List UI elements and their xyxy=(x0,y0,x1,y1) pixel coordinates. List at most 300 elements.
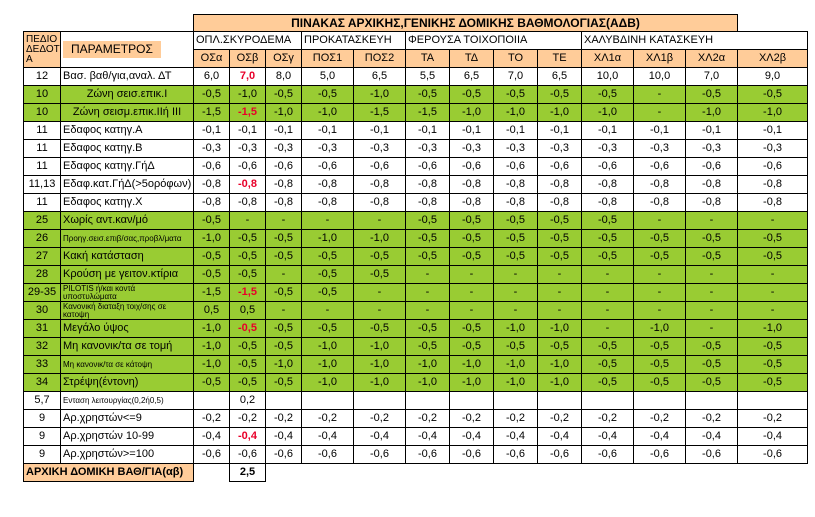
value-cell: -0,5 xyxy=(582,356,634,374)
value-cell: -0,3 xyxy=(302,140,354,158)
param-cell: Ζώνη σεισ.επικ.Ι xyxy=(61,86,194,104)
value-cell: - xyxy=(686,266,738,284)
value-cell: -0,6 xyxy=(538,446,582,464)
value-cell: -0,5 xyxy=(194,266,230,284)
value-cell: -0,5 xyxy=(634,230,686,248)
value-cell: -1,0 xyxy=(494,104,538,122)
value-cell: -0,5 xyxy=(450,230,494,248)
value-cell: -0,5 xyxy=(406,212,450,230)
param-cell: Κανονική διαταξη τοιχ/σης σε κατοψη xyxy=(61,302,194,320)
value-cell: -0,5 xyxy=(266,230,302,248)
value-cell: -1,0 xyxy=(354,356,406,374)
value-cell: -0,2 xyxy=(582,410,634,428)
value-cell: 0,2 xyxy=(230,392,266,410)
value-cell: -0,3 xyxy=(686,140,738,158)
value-cell: -0,5 xyxy=(538,212,582,230)
value-cell: -1,0 xyxy=(738,320,808,338)
value-cell: - xyxy=(538,284,582,302)
value-cell: -0,4 xyxy=(582,428,634,446)
value-cell: -0,5 xyxy=(538,230,582,248)
value-cell: -0,5 xyxy=(686,248,738,266)
value-cell: -1,0 xyxy=(406,374,450,392)
value-cell: -0,5 xyxy=(738,374,808,392)
value-cell: -0,6 xyxy=(738,446,808,464)
table-row xyxy=(24,194,808,212)
table-row xyxy=(24,446,808,464)
field-cell: 10 xyxy=(24,86,61,104)
value-cell: -0,5 xyxy=(634,374,686,392)
value-cell: -0,5 xyxy=(582,338,634,356)
param-cell: PILOTIS ή/και κοντά υποστυλώματα xyxy=(61,284,194,302)
value-cell: 10,0 xyxy=(582,68,634,86)
value-cell: -0,5 xyxy=(266,338,302,356)
value-cell: -0,3 xyxy=(194,140,230,158)
value-cell: -1,0 xyxy=(450,356,494,374)
value-cell: -0,1 xyxy=(634,122,686,140)
value-cell: 0,5 xyxy=(230,302,266,320)
param-cell: Εδαφος κατηγ.ΓήΔ xyxy=(61,158,194,176)
value-cell xyxy=(494,392,538,410)
column-header: ΤΟ xyxy=(494,50,538,68)
value-cell: -0,4 xyxy=(450,428,494,446)
value-cell: -0,5 xyxy=(406,86,450,104)
value-cell: -0,5 xyxy=(354,320,406,338)
value-cell: -0,5 xyxy=(194,86,230,104)
value-cell: - xyxy=(686,302,738,320)
table-body xyxy=(24,68,808,464)
field-cell: 27 xyxy=(24,248,61,266)
value-cell: 9,0 xyxy=(738,68,808,86)
value-cell: -0,2 xyxy=(354,410,406,428)
value-cell: -0,5 xyxy=(194,374,230,392)
value-cell: -0,2 xyxy=(538,410,582,428)
value-cell: -0,8 xyxy=(266,176,302,194)
value-cell: -0,6 xyxy=(406,158,450,176)
value-cell: -0,5 xyxy=(494,86,538,104)
group-concrete: ΟΠΛ.ΣΚΥΡΟΔΕΜΑ xyxy=(194,32,302,50)
value-cell: 5,5 xyxy=(406,68,450,86)
column-header: ΧΛ2α xyxy=(686,50,738,68)
value-cell: -0,4 xyxy=(634,428,686,446)
field-cell: 11,13 xyxy=(24,176,61,194)
value-cell: -0,5 xyxy=(266,248,302,266)
value-cell: -1,5 xyxy=(194,104,230,122)
field-cell: 5,7 xyxy=(24,392,61,410)
table-row xyxy=(24,68,808,86)
value-cell: -0,8 xyxy=(450,194,494,212)
value-cell: -0,6 xyxy=(302,446,354,464)
value-cell: -1,0 xyxy=(354,86,406,104)
value-cell: - xyxy=(450,284,494,302)
value-cell: -0,1 xyxy=(686,122,738,140)
value-cell: -0,8 xyxy=(634,176,686,194)
table-row xyxy=(24,266,808,284)
value-cell: -0,2 xyxy=(494,410,538,428)
value-cell: -0,6 xyxy=(194,446,230,464)
value-cell: - xyxy=(450,266,494,284)
value-cell: -0,6 xyxy=(354,446,406,464)
value-cell: 7,0 xyxy=(230,68,266,86)
value-cell: - xyxy=(406,284,450,302)
value-cell: -1,0 xyxy=(302,374,354,392)
value-cell: - xyxy=(354,212,406,230)
scoring-table-sheet xyxy=(23,14,807,482)
value-cell: -0,6 xyxy=(354,158,406,176)
value-cell: -1,5 xyxy=(194,284,230,302)
value-cell: -0,8 xyxy=(302,176,354,194)
value-cell: - xyxy=(494,284,538,302)
value-cell: -0,5 xyxy=(738,230,808,248)
field-cell: 11 xyxy=(24,140,61,158)
value-cell: -0,5 xyxy=(230,374,266,392)
value-cell: -0,4 xyxy=(538,428,582,446)
value-cell: -0,5 xyxy=(194,248,230,266)
value-cell: - xyxy=(634,284,686,302)
param-cell: Αρ.χρηστών<=9 xyxy=(61,410,194,428)
param-cell: Βασ. βαθ/για,αναλ. ΔΤ xyxy=(61,68,194,86)
value-cell: - xyxy=(266,266,302,284)
value-cell: -0,6 xyxy=(266,446,302,464)
value-cell: - xyxy=(686,284,738,302)
footer-value: 2,5 xyxy=(230,464,266,482)
param-header-cell xyxy=(61,32,194,68)
value-cell: -0,8 xyxy=(302,194,354,212)
value-cell: - xyxy=(634,86,686,104)
table-row xyxy=(24,104,808,122)
value-cell: -0,4 xyxy=(686,428,738,446)
value-cell: -0,1 xyxy=(538,122,582,140)
value-cell: -0,5 xyxy=(686,230,738,248)
value-cell: -0,5 xyxy=(266,86,302,104)
value-cell: -0,5 xyxy=(582,212,634,230)
value-cell: -0,4 xyxy=(738,428,808,446)
value-cell: -0,5 xyxy=(634,338,686,356)
value-cell: - xyxy=(582,320,634,338)
value-cell: -0,5 xyxy=(582,86,634,104)
table-row xyxy=(24,176,808,194)
value-cell: -0,5 xyxy=(582,230,634,248)
value-cell: -1,0 xyxy=(738,104,808,122)
value-cell: -1,0 xyxy=(354,374,406,392)
value-cell: - xyxy=(406,266,450,284)
value-cell: -0,6 xyxy=(450,158,494,176)
value-cell: -0,5 xyxy=(302,320,354,338)
value-cell xyxy=(266,392,302,410)
table-row xyxy=(24,248,808,266)
value-cell xyxy=(738,392,808,410)
value-cell: -0,2 xyxy=(266,410,302,428)
value-cell: -0,5 xyxy=(686,86,738,104)
value-cell: -0,8 xyxy=(494,176,538,194)
table-row xyxy=(24,302,808,320)
value-cell: -0,6 xyxy=(582,158,634,176)
value-cell: - xyxy=(582,284,634,302)
value-cell xyxy=(538,392,582,410)
value-cell: -0,8 xyxy=(194,194,230,212)
value-cell: - xyxy=(266,212,302,230)
group-header-row xyxy=(24,32,808,50)
value-cell: -0,5 xyxy=(582,248,634,266)
value-cell: -0,1 xyxy=(450,122,494,140)
value-cell: -1,0 xyxy=(302,356,354,374)
column-header: ΤΕ xyxy=(538,50,582,68)
value-cell: -0,6 xyxy=(302,158,354,176)
value-cell: - xyxy=(686,320,738,338)
value-cell: -0,5 xyxy=(450,320,494,338)
value-cell: - xyxy=(494,266,538,284)
value-cell: -1,0 xyxy=(302,230,354,248)
value-cell: -1,0 xyxy=(538,356,582,374)
value-cell: -0,1 xyxy=(494,122,538,140)
value-cell: -0,5 xyxy=(582,374,634,392)
value-cell: -0,5 xyxy=(686,374,738,392)
value-cell: -0,5 xyxy=(230,230,266,248)
table-row xyxy=(24,320,808,338)
param-cell: Εδαφ.κατ.ΓήΔ(>5ορόφων) xyxy=(61,176,194,194)
value-cell: -0,5 xyxy=(266,374,302,392)
field-cell: 28 xyxy=(24,266,61,284)
value-cell: -1,0 xyxy=(194,230,230,248)
value-cell: -1,0 xyxy=(266,356,302,374)
value-cell: -0,2 xyxy=(194,410,230,428)
value-cell: -0,1 xyxy=(230,122,266,140)
value-cell: -0,2 xyxy=(686,410,738,428)
param-cell: Προηγ.σεισ.επιβ/σας,προβλ/ματα xyxy=(61,230,194,248)
column-header: ΧΛ1β xyxy=(634,50,686,68)
column-header: ΟΣα xyxy=(194,50,230,68)
value-cell: -0,1 xyxy=(266,122,302,140)
value-cell: -0,5 xyxy=(302,284,354,302)
field-cell: 9 xyxy=(24,446,61,464)
value-cell: -0,6 xyxy=(230,158,266,176)
param-header-label: ΠΑΡΑΜΕΤΡΟΣ xyxy=(63,41,161,58)
value-cell: -0,3 xyxy=(406,140,450,158)
value-cell: - xyxy=(538,266,582,284)
value-cell: -0,5 xyxy=(450,248,494,266)
field-cell: 11 xyxy=(24,122,61,140)
value-cell: - xyxy=(494,302,538,320)
value-cell xyxy=(302,392,354,410)
value-cell: -0,5 xyxy=(450,338,494,356)
table-row xyxy=(24,428,808,446)
value-cell: -0,8 xyxy=(194,176,230,194)
field-cell: 10 xyxy=(24,104,61,122)
value-cell: -0,3 xyxy=(582,140,634,158)
table-row xyxy=(24,338,808,356)
value-cell: -0,8 xyxy=(538,176,582,194)
title-row xyxy=(24,15,808,32)
value-cell: -0,6 xyxy=(686,158,738,176)
value-cell: -0,3 xyxy=(634,140,686,158)
value-cell: -0,8 xyxy=(230,194,266,212)
value-cell: -0,6 xyxy=(538,158,582,176)
value-cell: -0,6 xyxy=(634,446,686,464)
value-cell: -1,0 xyxy=(634,320,686,338)
column-header: ΧΛ1α xyxy=(582,50,634,68)
value-cell: -0,5 xyxy=(450,86,494,104)
value-cell: -1,0 xyxy=(494,320,538,338)
value-cell: -0,6 xyxy=(450,446,494,464)
value-cell: -0,6 xyxy=(494,158,538,176)
value-cell: -1,0 xyxy=(450,104,494,122)
value-cell: - xyxy=(634,212,686,230)
value-cell: -0,1 xyxy=(582,122,634,140)
value-cell: -1,0 xyxy=(302,104,354,122)
field-cell: 30 xyxy=(24,302,61,320)
value-cell: -0,8 xyxy=(354,194,406,212)
value-cell: - xyxy=(582,266,634,284)
column-header: ΟΣβ xyxy=(230,50,266,68)
value-cell xyxy=(194,392,230,410)
value-cell: -1,0 xyxy=(194,320,230,338)
value-cell: -0,3 xyxy=(230,140,266,158)
value-cell: -0,2 xyxy=(406,410,450,428)
value-cell: -0,1 xyxy=(354,122,406,140)
value-cell: -0,6 xyxy=(686,446,738,464)
value-cell: 6,0 xyxy=(194,68,230,86)
column-header: ΤΑ xyxy=(406,50,450,68)
value-cell: -0,6 xyxy=(266,158,302,176)
value-cell: -0,4 xyxy=(406,428,450,446)
value-cell xyxy=(354,392,406,410)
value-cell: -1,5 xyxy=(354,104,406,122)
field-cell: 11 xyxy=(24,194,61,212)
table-row xyxy=(24,122,808,140)
value-cell: -0,5 xyxy=(738,86,808,104)
value-cell: -0,6 xyxy=(582,446,634,464)
value-cell: -1,0 xyxy=(354,230,406,248)
value-cell: -0,5 xyxy=(538,338,582,356)
value-cell: - xyxy=(230,212,266,230)
value-cell xyxy=(450,392,494,410)
value-cell: -0,8 xyxy=(582,194,634,212)
value-cell: -0,8 xyxy=(266,194,302,212)
scoring-table xyxy=(23,14,808,482)
value-cell: -0,8 xyxy=(494,194,538,212)
value-cell: 5,0 xyxy=(302,68,354,86)
value-cell: -0,5 xyxy=(230,266,266,284)
value-cell: 6,5 xyxy=(354,68,406,86)
value-cell: - xyxy=(266,302,302,320)
param-cell: Μη κανονικ/τα σε κάτοψη xyxy=(61,356,194,374)
param-cell: Εδαφος κατηγ.Χ xyxy=(61,194,194,212)
param-cell: Μη κανονικ/τα σε τομή xyxy=(61,338,194,356)
value-cell: -1,5 xyxy=(230,104,266,122)
value-cell: -0,5 xyxy=(494,338,538,356)
value-cell: -0,5 xyxy=(406,230,450,248)
value-cell: - xyxy=(738,284,808,302)
value-cell: -0,1 xyxy=(406,122,450,140)
value-cell: -0,6 xyxy=(194,158,230,176)
value-cell: -1,0 xyxy=(230,86,266,104)
value-cell: -0,5 xyxy=(686,338,738,356)
value-cell: -1,5 xyxy=(230,284,266,302)
value-cell: -0,5 xyxy=(406,320,450,338)
column-header: ΠΟΣ2 xyxy=(354,50,406,68)
value-cell: 0,5 xyxy=(194,302,230,320)
value-cell: -0,2 xyxy=(450,410,494,428)
table-row xyxy=(24,212,808,230)
value-cell: -0,6 xyxy=(494,446,538,464)
value-cell: 8,0 xyxy=(266,68,302,86)
value-cell: - xyxy=(538,302,582,320)
field-cell: 32 xyxy=(24,338,61,356)
value-cell: - xyxy=(582,302,634,320)
group-steel: ΧΑΛΥΒΔΙΝΗ ΚΑΤΑΣΚΕΥΗ xyxy=(582,32,808,50)
value-cell: -0,5 xyxy=(302,248,354,266)
table-row xyxy=(24,356,808,374)
value-cell: -0,2 xyxy=(738,410,808,428)
field-cell: 34 xyxy=(24,374,61,392)
param-cell: Εδαφος κατηγ.Β xyxy=(61,140,194,158)
value-cell: -0,1 xyxy=(738,122,808,140)
field-cell: 29-35 xyxy=(24,284,61,302)
param-cell: Εδαφος κατηγ.Α xyxy=(61,122,194,140)
value-cell: -0,8 xyxy=(538,194,582,212)
value-cell: 10,0 xyxy=(634,68,686,86)
value-cell: - xyxy=(738,212,808,230)
value-cell: -0,4 xyxy=(194,428,230,446)
value-cell: -0,5 xyxy=(230,248,266,266)
param-cell: Αρ.χρηστών>=100 xyxy=(61,446,194,464)
param-cell: Στρέψη(έντονη) xyxy=(61,374,194,392)
value-cell: - xyxy=(634,104,686,122)
value-cell: -0,3 xyxy=(450,140,494,158)
footer-row xyxy=(24,464,808,482)
value-cell: -1,0 xyxy=(582,104,634,122)
param-cell: Χωρίς αντ.καν/μό xyxy=(61,212,194,230)
value-cell: -0,8 xyxy=(686,176,738,194)
value-cell: -0,8 xyxy=(686,194,738,212)
value-cell: -0,8 xyxy=(738,194,808,212)
value-cell: - xyxy=(354,284,406,302)
column-header: ΤΔ xyxy=(450,50,494,68)
value-cell: -0,5 xyxy=(230,338,266,356)
value-cell: - xyxy=(450,302,494,320)
value-cell: -1,0 xyxy=(266,104,302,122)
value-cell: -0,8 xyxy=(230,176,266,194)
value-cell: - xyxy=(634,266,686,284)
column-header: ΟΣγ xyxy=(266,50,302,68)
field-cell: 9 xyxy=(24,410,61,428)
value-cell: -0,1 xyxy=(194,122,230,140)
value-cell: - xyxy=(302,302,354,320)
column-header: ΧΛ2β xyxy=(738,50,808,68)
value-cell: -1,0 xyxy=(538,104,582,122)
param-cell: Ζώνη σεισμ.επικ.ΙΙή ΙΙΙ xyxy=(61,104,194,122)
value-cell: -1,5 xyxy=(406,104,450,122)
value-cell: -0,5 xyxy=(354,248,406,266)
param-cell: Ενταση λειτουργίας(0,2ή0,5) xyxy=(61,392,194,410)
value-cell: -0,5 xyxy=(406,248,450,266)
value-cell: -0,8 xyxy=(354,176,406,194)
param-cell: Κρούση με γειτον.κτίρια xyxy=(61,266,194,284)
table-row xyxy=(24,374,808,392)
param-cell: Μεγάλο ύψος xyxy=(61,320,194,338)
value-cell: -0,8 xyxy=(450,176,494,194)
value-cell: -0,3 xyxy=(354,140,406,158)
value-cell: -0,2 xyxy=(230,410,266,428)
value-cell: -1,0 xyxy=(194,338,230,356)
value-cell: -0,5 xyxy=(538,248,582,266)
value-cell: -0,5 xyxy=(266,284,302,302)
table-row xyxy=(24,86,808,104)
field-cell: 26 xyxy=(24,230,61,248)
table-row xyxy=(24,410,808,428)
value-cell xyxy=(686,392,738,410)
value-cell: -0,1 xyxy=(302,122,354,140)
value-cell: -0,5 xyxy=(738,356,808,374)
